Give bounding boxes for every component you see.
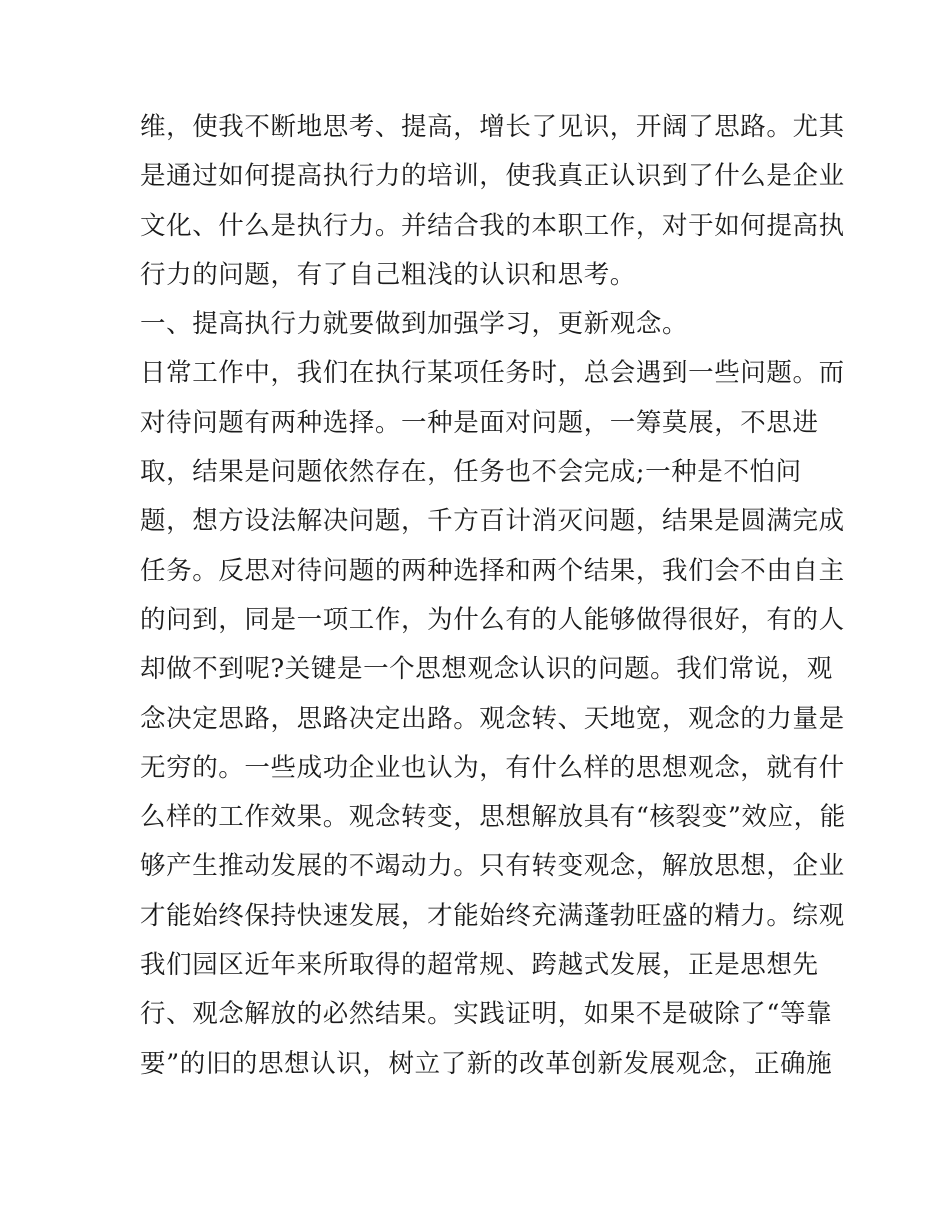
section-heading: 一、提高执行力就要做到加强学习，更新观念。 (140, 309, 689, 340)
text-line: 取，结果是问题依然存在，任务也不会完成;一种是不怕问 (140, 457, 802, 488)
text-line: 是通过如何提高执行力的培训，使我真正认识到了什么是企业 (140, 161, 845, 192)
text-line: 维，使我不断地思考、提高，增长了见识，开阔了思路。尤其 (140, 112, 845, 142)
text-line: 够产生推动发展的不竭动力。只有转变观念，解放思想，企业 (140, 851, 845, 882)
text-line: 念决定思路，思路决定出路。观念转、天地宽，观念的力量是 (140, 703, 845, 734)
text-line: 行力的问题，有了自己粗浅的认识和思考。 (140, 259, 636, 290)
text-line: 题，想方设法解决问题，千方百计消灭问题，结果是圆满完成 (140, 506, 845, 537)
text-line: 的问到，同是一项工作，为什么有的人能够做得很好，有的人 (140, 604, 845, 635)
text-line: 才能始终保持快速发展，才能始终充满蓬勃旺盛的精力。综观 (140, 900, 845, 931)
text-line: 却做不到呢?关键是一个思想观念认识的问题。我们常说，观 (140, 654, 833, 685)
text-line: 行、观念解放的必然结果。实践证明，如果不是破除了“等靠 (140, 999, 833, 1030)
text-line: 么样的工作效果。观念转变，思想解放具有“核裂变”效应，能 (140, 802, 846, 833)
body-text (140, 103, 846, 1089)
text-line: 文化、什么是执行力。并结合我的本职工作，对于如何提高执 (140, 210, 845, 241)
text-line: 日常工作中，我们在执行某项任务时，总会遇到一些问题。而 (140, 358, 845, 389)
text-line: 对待问题有两种选择。一种是面对问题，一筹莫展，不思进 (140, 407, 819, 438)
text-line: 我们园区近年来所取得的超常规、跨越式发展，正是思想先 (140, 950, 819, 981)
text-line: 无穷的。一些成功企业也认为，有什么样的思想观念，就有什 (140, 752, 845, 783)
text-line: 任务。反思对待问题的两种选择和两个结果，我们会不由自主 (140, 555, 845, 586)
text-line: 要”的旧的思想认识，树立了新的改革创新发展观念，正确施 (140, 1048, 833, 1079)
